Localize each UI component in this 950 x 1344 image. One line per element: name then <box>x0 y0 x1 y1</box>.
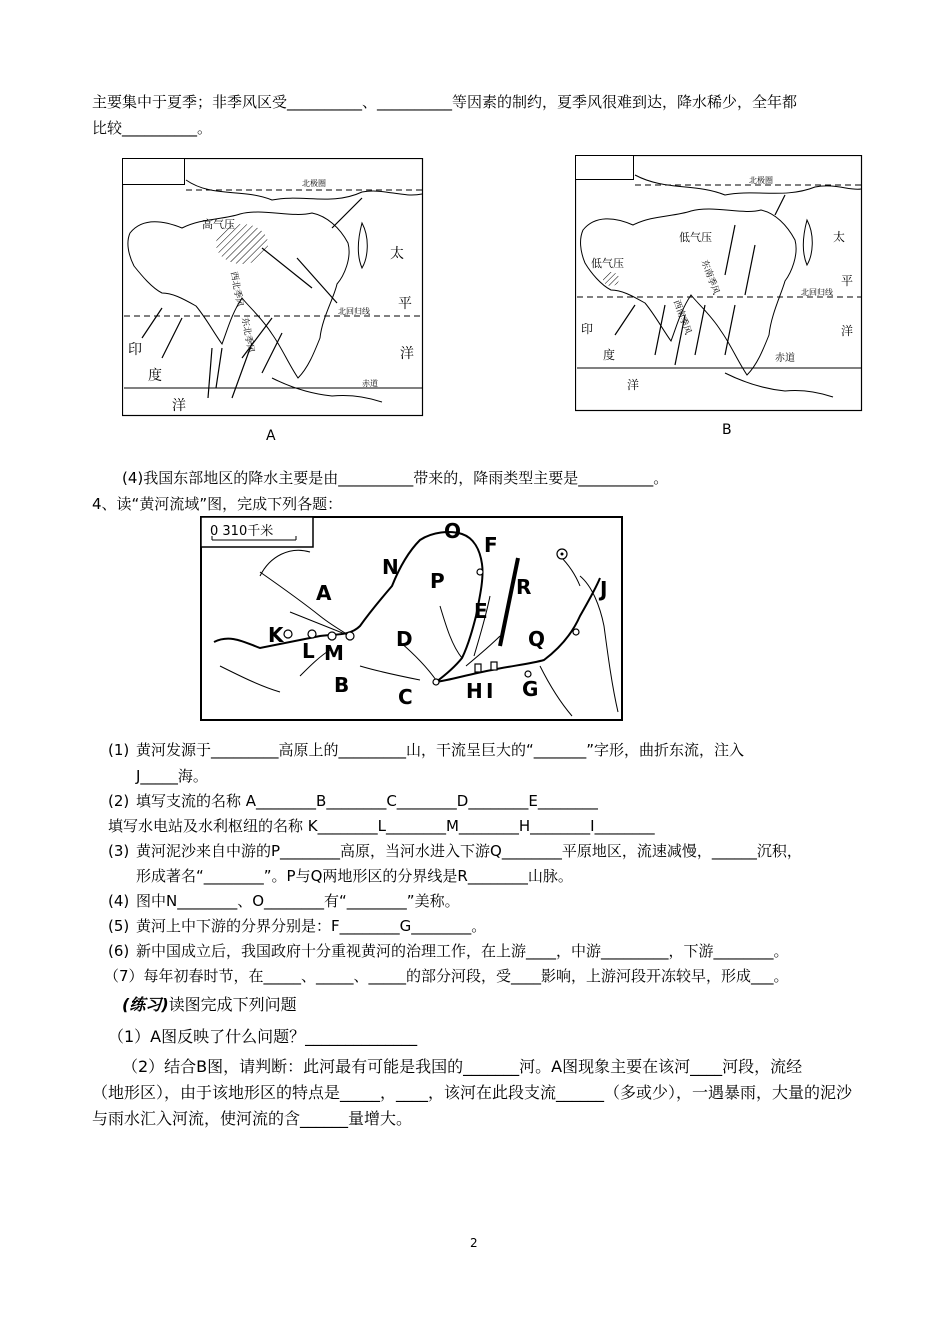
item-text: 填写支流的名称 A________B________C________D________E________ <box>136 792 598 810</box>
practice-title <box>122 995 297 1015</box>
practice-heading: 读图完成下列问题 <box>168 995 297 1014</box>
map-label: 赤道 <box>362 379 378 388</box>
item-text: 图中N________、O________有“________”美称。 <box>136 892 460 910</box>
map-letter: G <box>522 677 539 701</box>
item-text: 黄河上中下游的分界分别是：F________G________。 <box>136 917 487 935</box>
map-label: 西南季风 <box>670 298 693 337</box>
map-label: 洋 <box>400 346 414 362</box>
map-letter: E <box>474 599 488 623</box>
map-letter: J <box>600 577 608 601</box>
question-text: (4)我国东部地区的降水主要是由__________带来的，降雨类型主要是__________。 <box>122 469 669 487</box>
question-item <box>108 891 460 911</box>
item-number: (4) <box>108 892 130 910</box>
map-label: 北回归线 <box>801 288 833 297</box>
question-item <box>108 841 802 861</box>
map-label: 太 <box>833 230 846 244</box>
map-label: 东北季风 <box>239 316 256 354</box>
practice-q2: 与雨水汇入河流，使河流的含______量增大。 <box>92 1109 413 1128</box>
map-letter: A <box>316 581 332 605</box>
item-text: J_____海。 <box>136 767 208 785</box>
map-label: 北极圈 <box>302 179 326 188</box>
map-label: 印 <box>581 322 594 336</box>
map-label: 平 <box>841 274 854 288</box>
map-letter: N <box>382 555 399 579</box>
map-letter: D <box>396 627 413 651</box>
map-label: 低气压 <box>679 231 712 244</box>
question-item <box>108 791 598 811</box>
map-label: 太 <box>390 246 404 262</box>
map-label: 洋 <box>627 378 640 392</box>
item-text: 黄河发源于_________高原上的_________山，干流呈巨大的“_______”字形，曲折东流，注入 <box>136 741 745 759</box>
question-item <box>136 866 573 886</box>
question-item <box>108 816 655 836</box>
item-number: (3) <box>108 842 130 860</box>
question-title: 4、读“黄河流域”图，完成下列各题： <box>92 495 343 513</box>
map-letter: O <box>444 519 462 543</box>
item-number: (6) <box>108 942 130 960</box>
map-a-caption: A <box>266 428 276 444</box>
item-number: (1) <box>108 741 130 759</box>
map-label: 洋 <box>841 324 854 338</box>
item-text: 形成著名“________”。P与Q两地形区的分界线是R________山脉。 <box>136 867 573 885</box>
question-item <box>136 766 208 786</box>
item-text: 新中国成立后，我国政府十分重视黄河的治理工作，在上游____，中游_________，下游________。 <box>136 942 789 960</box>
map-label: 平 <box>398 296 412 312</box>
map-letter: H <box>466 679 483 703</box>
question-item <box>104 966 789 986</box>
map-label: 东南季风 <box>698 258 721 297</box>
map-letter: M <box>324 641 344 665</box>
practice-q2: （2）结合B图，请判断：此河最有可能是我国的_______河。A图现象主要在该河____河段，流经 <box>122 1057 803 1076</box>
map-letter: F <box>484 533 498 557</box>
practice-q2: （地形区），由于该地形区的特点是_____，____，该河在此段支流______（多或少），一遇暴雨，大量的泥沙 <box>92 1083 853 1102</box>
map-scale: 0 310千米 <box>210 524 274 539</box>
yellow-river-map <box>200 516 624 722</box>
map-letter: C <box>398 685 413 709</box>
map-letter: L <box>302 639 315 663</box>
item-number: (2) <box>108 792 130 810</box>
map-letter: R <box>516 575 532 599</box>
question-item <box>108 941 789 961</box>
map-letter: I <box>486 679 494 703</box>
item-text: 填写水电站及水利枢纽的名称 K________L________M________H________I________ <box>108 817 655 835</box>
map-label: 赤道 <box>775 353 795 364</box>
practice-q1: （1）A图反映了什么问题？______________ <box>108 1027 418 1046</box>
practice-tag: (练习) <box>122 995 169 1014</box>
map-label: 北极圈 <box>749 176 773 185</box>
map-label: 洋 <box>172 398 186 414</box>
page-number: 2 <box>470 1236 478 1250</box>
item-number: (5) <box>108 917 130 935</box>
question-item <box>108 740 744 760</box>
map-label: 印 <box>128 342 142 358</box>
item-text: 黄河泥沙来自中游的P________高原，当河水进入下游Q________平原地区，流速减慢，______沉积， <box>136 842 802 860</box>
map-letter: P <box>430 569 445 593</box>
map-label: 北回归线 <box>338 307 370 316</box>
text-line: 主要集中于夏季；非季风区受__________、__________等因素的制约，夏季风很难到达，降水稀少，全年都 <box>92 93 798 111</box>
map-b-caption: B <box>722 422 732 438</box>
map-label: 低气压 <box>591 257 624 270</box>
text-line: 比较__________。 <box>92 119 213 137</box>
map-label: 度 <box>603 348 616 362</box>
item-text: （7）每年初春时节，在_____、_____、_____的部分河段，受____影响，上游河段开冻较早，形成___。 <box>104 967 789 985</box>
map-label: 西北季风 <box>228 270 245 309</box>
map-letter: Q <box>528 627 546 651</box>
monsoon-map-a <box>122 158 424 417</box>
question-item <box>108 916 486 936</box>
monsoon-map-b <box>575 155 863 413</box>
map-letter: B <box>334 673 350 697</box>
map-letter: K <box>268 623 284 647</box>
map-label: 高气压 <box>202 218 235 231</box>
map-label: 度 <box>148 368 162 384</box>
